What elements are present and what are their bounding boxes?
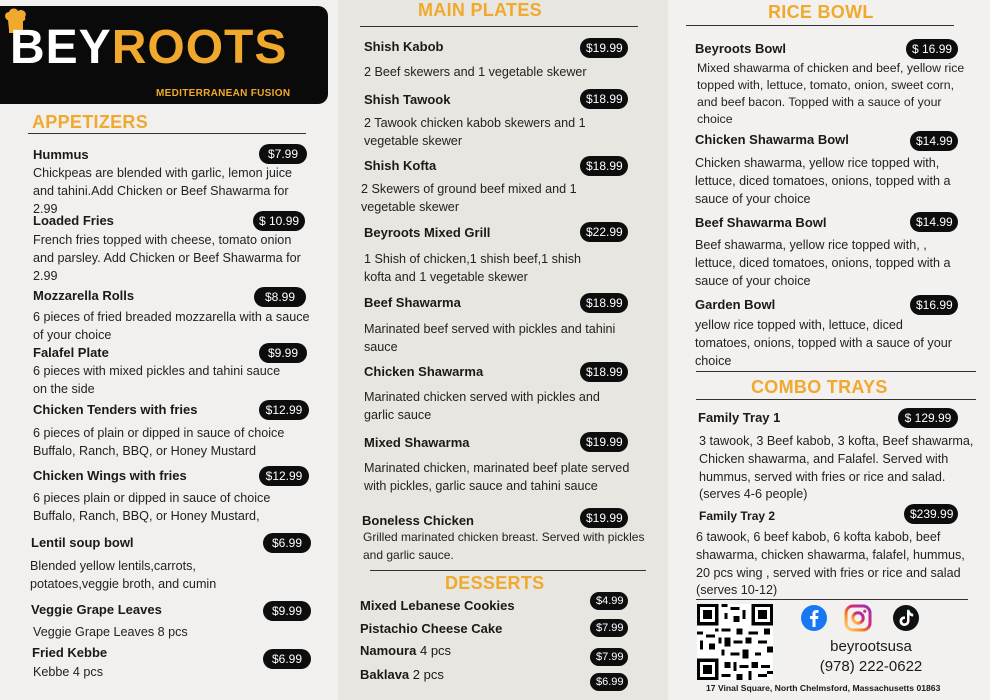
price-badge: $16.99 — [910, 295, 958, 315]
price-badge: $8.99 — [254, 287, 306, 307]
dessert-name — [360, 621, 502, 636]
appetizers-column — [0, 0, 338, 700]
main-plates-heading: MAIN PLATES — [418, 0, 542, 20]
menu-item-name: Shish Tawook — [364, 92, 451, 107]
menu-item-desc: 6 pieces of plain or dipped in sauce of choice Buffalo, Ranch, BBQ, or Honey Mustard — [33, 426, 285, 458]
menu-item-desc: Blended yellow lentils,carrots, potatoes,veggie broth, and cumin — [30, 559, 217, 591]
menu-item-name: Chicken Wings with fries — [33, 468, 187, 483]
dessert-label: Baklava — [360, 667, 410, 682]
menu-item-name: Fried Kebbe — [32, 645, 108, 660]
address: 17 Vinal Square, North Chelmsford, Massachusetts 01863 — [706, 683, 941, 693]
price-badge: $7.99 — [590, 648, 628, 666]
menu-item-name: Chicken Shawarma Bowl — [695, 132, 849, 147]
price-badge: $9.99 — [259, 343, 307, 363]
menu-item-name: Shish Kabob — [364, 39, 444, 54]
menu-item-desc: Chickpeas are blended with garlic, lemon juice and tahini.Add Chicken or Beef Shawarma for 2.99 — [33, 166, 293, 216]
combo-trays-heading: COMBO TRAYS — [751, 377, 888, 397]
dessert-label: Namoura — [360, 643, 417, 658]
price-badge: $ 10.99 — [253, 211, 305, 231]
price-badge: $9.99 — [263, 601, 311, 621]
logo-roots: ROOTS — [111, 21, 288, 74]
menu-item-name: Veggie Grape Leaves — [31, 602, 162, 617]
menu-item-desc: Veggie Grape Leaves 8 pcs — [33, 625, 188, 639]
price-badge: $18.99 — [580, 293, 628, 313]
price-badge: $239.99 — [904, 504, 958, 524]
menu-item-name: Beyroots Mixed Grill — [364, 225, 491, 240]
footer-divider — [696, 599, 968, 600]
menu-item-name: Beef Shawarma Bowl — [695, 215, 827, 230]
menu-item-name: Family Tray 2 — [699, 509, 776, 523]
dessert-name — [360, 667, 444, 682]
menu-item-name: Hummus — [33, 147, 89, 162]
brand-tagline: MEDITERRANEAN FUSION — [156, 88, 291, 99]
price-badge: $19.99 — [580, 508, 628, 528]
menu-item-desc: Mixed shawarma of chicken and beef, yellow rice topped with, lettuce, tomato, onion, sweet corn, and beef bacon. Topped with a sauce of your choice — [697, 61, 965, 126]
menu-item-desc: 6 pieces with mixed pickles and tahini sauce on the side — [33, 364, 281, 396]
menu-item-desc: Grilled marinated chicken breast. Served with pickles and garlic sauce. — [363, 530, 645, 562]
desserts-divider-top — [370, 570, 646, 571]
menu-item-desc: French fries topped with cheese, tomato onion and parsley. Add Chicken or Beef Shawarma for 2.99 — [33, 233, 301, 283]
price-badge: $7.99 — [590, 619, 628, 637]
qr-code[interactable] — [697, 604, 773, 680]
desserts-heading: DESSERTS — [445, 573, 545, 593]
price-badge: $6.99 — [263, 533, 311, 553]
menu-item-desc: 2 Beef skewers and 1 vegetable skewer — [364, 65, 587, 79]
price-badge: $22.99 — [580, 222, 628, 242]
menu-item-name: Mixed Shawarma — [364, 435, 470, 450]
menu-item-name: Boneless Chicken — [362, 513, 474, 528]
main-plates-column — [338, 0, 668, 700]
menu-item-desc: Marinated beef served with pickles and tahini sauce — [364, 322, 616, 354]
menu-item-name: Shish Kofta — [364, 158, 437, 173]
combo-divider-top — [696, 371, 976, 372]
price-badge: $6.99 — [263, 649, 311, 669]
price-badge: $19.99 — [580, 432, 628, 452]
dessert-name — [360, 643, 451, 658]
phone-number[interactable]: (978) 222-0622 — [819, 658, 923, 675]
rice-bowl-column — [668, 0, 990, 700]
menu-item-desc: Beef shawarma, yellow rice topped with, , lettuce, diced tomatoes, onions, topped with a sauce of your choice — [695, 238, 951, 288]
menu-item-desc: yellow rice topped with, lettuce, diced tomatoes, onions, topped with a sauce of your choice — [695, 318, 952, 368]
menu-item-desc: 2 Skewers of ground beef mixed and 1 vegetable skewer — [361, 182, 577, 214]
menu-item-desc: 1 Shish of chicken,1 shish beef,1 shish kofta and 1 vegetable skewer — [364, 252, 582, 284]
main-plates-divider — [360, 26, 638, 27]
logo-bey: BEY — [10, 21, 112, 74]
price-badge: $12.99 — [259, 400, 309, 420]
combo-divider-bottom — [696, 399, 976, 400]
dessert-note: 4 pcs — [419, 643, 452, 658]
menu-item-desc: Kebbe 4 pcs — [33, 665, 104, 679]
menu-item-name: Family Tray 1 — [698, 410, 781, 425]
dessert-name — [360, 598, 515, 613]
dessert-note: 2 pcs — [412, 667, 444, 682]
menu-item-desc: 6 tawook, 6 beef kabob, 6 kofta kabob, beef shawarma, chicken shawarma, falafel, hummus, 20 pcs wing , served with fries or rice and salad (serves 10-12) — [696, 530, 965, 598]
rice-bowl-heading: RICE BOWL — [768, 2, 874, 22]
price-badge: $4.99 — [590, 592, 628, 610]
menu-item-name: Lentil soup bowl — [31, 535, 134, 550]
menu-item-name: Beef Shawarma — [364, 295, 461, 310]
price-badge: $18.99 — [580, 362, 628, 382]
menu-item-desc: 6 pieces of fried breaded mozzarella with a sauce of your choice — [33, 310, 310, 342]
social-handle[interactable]: beyrootsusa — [830, 638, 912, 655]
tiktok-icon[interactable] — [892, 604, 920, 632]
price-badge: $ 16.99 — [906, 39, 958, 59]
appetizers-heading: APPETIZERS — [32, 112, 149, 132]
menu-item-name: Beyroots Bowl — [695, 41, 787, 56]
price-badge: $7.99 — [259, 144, 307, 164]
price-badge: $18.99 — [580, 89, 628, 109]
menu-item-name: Falafel Plate — [33, 345, 109, 360]
menu-item-desc: 6 pieces plain or dipped in sauce of choice Buffalo, Ranch, BBQ, or Honey Mustard, — [33, 491, 271, 523]
menu-item-name: Garden Bowl — [695, 297, 776, 312]
instagram-icon[interactable] — [844, 604, 872, 632]
menu-item-desc: Chicken shawarma, yellow rice topped with, lettuce, diced tomatoes, onions, topped with a sauce of your choice — [695, 156, 951, 206]
price-badge: $ 129.99 — [898, 408, 958, 428]
price-badge: $14.99 — [910, 131, 958, 151]
facebook-icon[interactable] — [800, 604, 828, 632]
price-badge: $18.99 — [580, 156, 628, 176]
menu-item-name: Mozzarella Rolls — [33, 288, 135, 303]
price-badge: $12.99 — [259, 466, 309, 486]
menu-item-name: Loaded Fries — [33, 213, 114, 228]
menu-item-name: Chicken Tenders with fries — [33, 402, 198, 417]
brand-logo — [10, 20, 287, 75]
logo-banner — [0, 6, 328, 104]
rice-bowl-divider — [686, 25, 954, 26]
dessert-label: Pistachio Cheese Cake — [360, 621, 503, 636]
dessert-label: Mixed Lebanese Cookies — [360, 598, 515, 613]
menu-item-desc: 3 tawook, 3 Beef kabob, 3 kofta, Beef shawarma, Chicken shawarma, and Falafel. Served with hummus, served with fries or rice and salad. (serves 4-6 people) — [699, 434, 974, 502]
price-badge: $14.99 — [910, 212, 958, 232]
menu-item-desc: Marinated chicken served with pickles and garlic sauce — [364, 390, 600, 422]
menu-item-desc: 2 Tawook chicken kabob skewers and 1 vegetable skewer — [364, 116, 586, 148]
menu-item-desc: Marinated chicken, marinated beef plate served with pickles, garlic sauce and tahini sauce — [364, 461, 630, 493]
appetizers-divider — [28, 133, 306, 134]
menu-item-name: Chicken Shawarma — [364, 364, 484, 379]
price-badge: $6.99 — [590, 673, 628, 691]
price-badge: $19.99 — [580, 38, 628, 58]
